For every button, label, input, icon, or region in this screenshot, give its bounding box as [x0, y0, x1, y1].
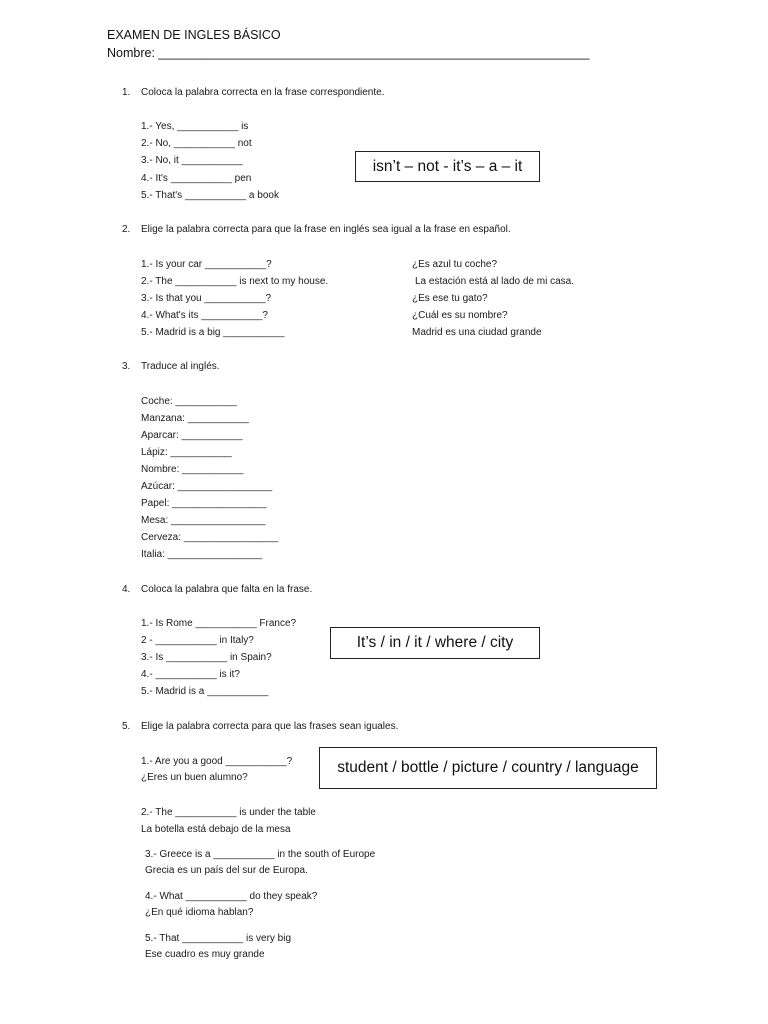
section-1-number: 1. — [122, 87, 131, 98]
section-5-instruction: Elige la palabra correcta para que las frases sean iguales. — [141, 721, 399, 732]
exercise-line[interactable]: 2 - ___________ in Italy? — [141, 635, 254, 646]
section-2-instruction: Elige la palabra correcta para que la frase en inglés sea igual a la frase en español. — [141, 224, 511, 235]
exam-title: EXAMEN DE INGLES BÁSICO — [107, 28, 281, 42]
exercise-line[interactable]: 4.- What's its ___________? — [141, 310, 268, 321]
spanish-translation: ¿Es azul tu coche? — [412, 259, 498, 270]
exercise-line[interactable]: 2.- The ___________ is next to my house. — [141, 276, 329, 287]
exercise-line[interactable]: 4.- What ___________ do they speak? — [145, 891, 318, 902]
translate-line[interactable]: Italia: _________________ — [141, 549, 263, 560]
exercise-line[interactable]: 2.- No, ___________ not — [141, 138, 252, 149]
section-5-number: 5. — [122, 721, 131, 732]
translate-line[interactable]: Azúcar: _________________ — [141, 481, 273, 492]
exercise-line[interactable]: 5.- Madrid is a big ___________ — [141, 327, 285, 338]
exercise-line[interactable]: 3.- No, it ___________ — [141, 155, 243, 166]
word-bank-box-2: It’s / in / it / where / city — [330, 627, 540, 659]
translate-line[interactable]: Lápiz: ___________ — [141, 447, 232, 458]
section-2-number: 2. — [122, 224, 131, 235]
name-field-line[interactable]: Nombre: ______________________________________________________________ — [107, 46, 590, 60]
spanish-sentence: Ese cuadro es muy grande — [145, 949, 265, 960]
exercise-line[interactable]: 3.- Greece is a ___________ in the south of Europe — [145, 849, 376, 860]
section-4-number: 4. — [122, 584, 131, 595]
spanish-sentence: ¿Eres un buen alumno? — [141, 772, 248, 783]
section-4-instruction: Coloca la palabra que falta en la frase. — [141, 584, 313, 595]
exercise-line[interactable]: 4.- It's ___________ pen — [141, 173, 252, 184]
exercise-line[interactable]: 1.- Is Rome ___________ France? — [141, 618, 297, 629]
translate-line[interactable]: Cerveza: _________________ — [141, 532, 279, 543]
exercise-line[interactable]: 5.- That's ___________ a book — [141, 190, 279, 201]
exercise-line[interactable]: 4.- ___________ is it? — [141, 669, 240, 680]
spanish-sentence: ¿En qué idioma hablan? — [145, 907, 254, 918]
exercise-line[interactable]: 1.- Are you a good ___________? — [141, 756, 293, 767]
exercise-line[interactable]: 1.- Yes, ___________ is — [141, 121, 249, 132]
exercise-line[interactable]: 3.- Is ___________ in Spain? — [141, 652, 272, 663]
translate-line[interactable]: Nombre: ___________ — [141, 464, 244, 475]
section-3-number: 3. — [122, 361, 131, 372]
translate-line[interactable]: Manzana: ___________ — [141, 413, 249, 424]
exercise-line[interactable]: 2.- The ___________ is under the table — [141, 807, 316, 818]
exercise-line[interactable]: 5.- Madrid is a ___________ — [141, 686, 269, 697]
spanish-translation: ¿Es ese tu gato? — [412, 293, 488, 304]
spanish-translation: La estación está al lado de mi casa. — [415, 276, 574, 287]
word-bank-box-1: isn’t – not - it’s – a – it — [355, 151, 540, 182]
spanish-translation: Madrid es una ciudad grande — [412, 327, 542, 338]
spanish-sentence: La botella está debajo de la mesa — [141, 824, 291, 835]
exercise-line[interactable]: 3.- Is that you ___________? — [141, 293, 272, 304]
translate-line[interactable]: Coche: ___________ — [141, 396, 237, 407]
section-1-instruction: Coloca la palabra correcta en la frase correspondiente. — [141, 87, 385, 98]
spanish-sentence: Grecia es un país del sur de Europa. — [145, 865, 308, 876]
translate-line[interactable]: Aparcar: ___________ — [141, 430, 243, 441]
translate-line[interactable]: Mesa: _________________ — [141, 515, 266, 526]
exercise-line[interactable]: 5.- That ___________ is very big — [145, 933, 292, 944]
translate-line[interactable]: Papel: _________________ — [141, 498, 267, 509]
spanish-translation: ¿Cuál es su nombre? — [412, 310, 508, 321]
section-3-instruction: Traduce al inglés. — [141, 361, 220, 372]
exercise-line[interactable]: 1.- Is your car ___________? — [141, 259, 272, 270]
word-bank-box-3: student / bottle / picture / country / language — [319, 747, 657, 789]
